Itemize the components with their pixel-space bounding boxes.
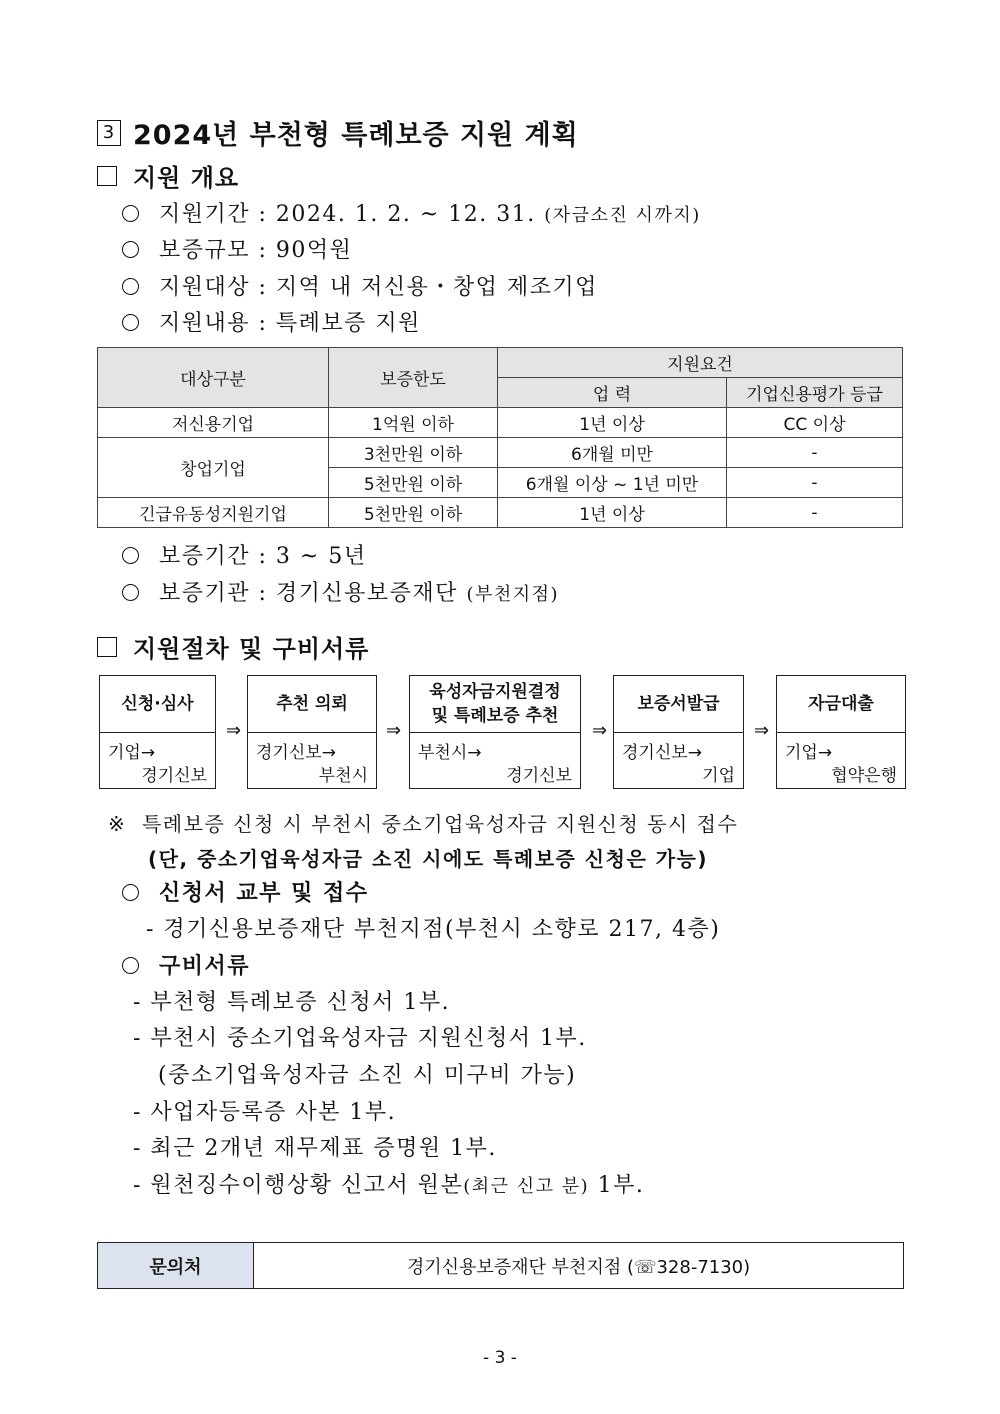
guarantee-period: 보증기간 : 3 ~ 5년 <box>122 539 367 570</box>
item-label: 지원내용 <box>159 311 251 336</box>
notice-line-1 <box>108 808 738 837</box>
item-label: 보증기관 <box>159 581 251 606</box>
item-value: 지역 내 저신용・창업 제조기업 <box>275 275 598 300</box>
flow-step-title: 신청·심사 <box>100 676 215 733</box>
page-number: - 3 - <box>483 1348 517 1368</box>
flow-step-from: 경기신보→ <box>622 743 702 763</box>
cell-limit: 5천만원 이하 <box>329 498 498 528</box>
cell-type: 창업기업 <box>98 438 329 498</box>
cell-grade: - <box>727 438 903 468</box>
header-limit: 보증한도 <box>329 348 498 408</box>
checkbox-square-icon <box>97 166 117 186</box>
document-item: - 사업자등록증 사본 1부. <box>133 1100 397 1125</box>
cell-period: 6개월 이상 ~ 1년 미만 <box>498 468 727 498</box>
circle-bullet-icon <box>122 278 139 295</box>
flow-step-issuance <box>613 675 744 789</box>
table-row <box>98 408 903 438</box>
flow-step-title: 보증서발급 <box>614 676 743 733</box>
overview-heading <box>97 158 239 193</box>
overview-item: 지원내용 : 특례보증 지원 <box>122 306 421 337</box>
flow-step-title: 추천 의뢰 <box>248 676 376 733</box>
circle-bullet-icon <box>122 584 139 601</box>
item-value: 특례보증 지원 <box>275 311 421 336</box>
documents-heading-text: 구비서류 <box>159 954 251 979</box>
application-place: - 경기신용보증재단 부천지점(부천시 소향로 217, 4층) <box>146 917 721 942</box>
double-arrow-icon: ⇒ <box>386 720 402 741</box>
circle-bullet-icon <box>122 314 139 331</box>
header-target: 대상구분 <box>98 348 329 408</box>
notice-text: 특례보증 신청 시 부천시 중소기업육성자금 지원신청 동시 접수 <box>141 812 739 836</box>
application-heading <box>122 876 369 907</box>
document-item-suffix: 1부. <box>589 1173 645 1198</box>
table-row <box>98 438 903 468</box>
header-grade: 기업신용평가 등급 <box>727 378 903 408</box>
procedure-heading <box>97 629 369 664</box>
flow-step-from: 부천시→ <box>418 743 482 763</box>
item-label: 보증규모 <box>159 238 251 263</box>
cell-period: 1년 이상 <box>498 408 727 438</box>
cell-period: 6개월 미만 <box>498 438 727 468</box>
flow-step-application <box>99 675 216 789</box>
circle-bullet-icon <box>122 205 139 222</box>
section-title-text: 2024년 부천형 특례보증 지원 계획 <box>133 120 579 151</box>
item-value: 3 ~ 5년 <box>275 544 367 569</box>
header-requirements: 지원요건 <box>498 348 903 378</box>
flow-step-title-line: 육성자금지원결정 <box>429 682 561 702</box>
section-title <box>97 113 579 152</box>
flow-step-from: 기업→ <box>108 743 156 763</box>
checkbox-square-icon <box>97 637 117 657</box>
document-item-note: (중소기업육성자금 소진 시 미구비 가능) <box>158 1063 577 1088</box>
item-label: 보증기간 <box>159 544 251 569</box>
item-note: (부천지점) <box>466 584 560 605</box>
item-value: 경기신용보증재단 <box>275 581 458 606</box>
document-item-text: - 원천징수이행상황 신고서 원본 <box>133 1173 464 1198</box>
document-item: - 최근 2개년 재무제표 증명원 1부. <box>133 1136 497 1161</box>
reference-mark-icon: ※ <box>108 812 127 836</box>
flow-step-loan <box>776 675 906 789</box>
cell-grade: - <box>727 498 903 528</box>
flow-step-title <box>410 676 580 733</box>
application-heading-text: 신청서 교부 및 접수 <box>159 881 369 906</box>
procedure-heading-text: 지원절차 및 구비서류 <box>133 635 370 663</box>
contact-label: 문의처 <box>98 1243 254 1288</box>
circle-bullet-icon <box>122 547 139 564</box>
double-arrow-icon: ⇒ <box>226 720 242 741</box>
flow-step-to: 기업 <box>702 766 735 786</box>
cell-grade: - <box>727 468 903 498</box>
flow-step-to: 경기신보 <box>141 766 207 786</box>
item-value: 2024. 1. 2. ~ 12. 31. <box>275 202 536 227</box>
flow-step-decision <box>409 675 581 789</box>
item-note: (자금소진 시까지) <box>544 205 701 226</box>
cell-grade: CC 이상 <box>727 408 903 438</box>
section-number: 3 <box>97 120 121 146</box>
cell-limit: 3천만원 이하 <box>329 438 498 468</box>
cell-limit: 5천만원 이하 <box>329 468 498 498</box>
flow-step-title: 자금대출 <box>777 676 905 733</box>
cell-limit: 1억원 이하 <box>329 408 498 438</box>
overview-item: 지원대상 : 지역 내 저신용・창업 제조기업 <box>122 270 598 301</box>
requirements-table <box>97 347 903 528</box>
flow-step-recommendation <box>247 675 377 789</box>
documents-heading <box>122 949 250 980</box>
overview-heading-text: 지원 개요 <box>133 164 240 192</box>
flow-step-to: 경기신보 <box>506 766 572 786</box>
contact-box <box>97 1242 904 1289</box>
document-item <box>133 1168 644 1199</box>
flow-step-title-line: 및 특례보증 추천 <box>431 706 559 726</box>
circle-bullet-icon <box>122 884 139 901</box>
cell-period: 1년 이상 <box>498 498 727 528</box>
overview-item: 지원기간 : 2024. 1. 2. ~ 12. 31. (자금소진 시까지) <box>122 197 701 228</box>
item-value: 90억원 <box>275 238 353 263</box>
overview-item: 보증규모 : 90억원 <box>122 233 352 264</box>
guarantee-agency: 보증기관 : 경기신용보증재단 (부천지점) <box>122 576 559 607</box>
cell-type: 긴급유동성지원기업 <box>98 498 329 528</box>
double-arrow-icon: ⇒ <box>754 720 770 741</box>
notice-line-2: (단, 중소기업육성자금 소진 시에도 특례보증 신청은 가능) <box>148 847 709 871</box>
circle-bullet-icon <box>122 957 139 974</box>
cell-type: 저신용기업 <box>98 408 329 438</box>
double-arrow-icon: ⇒ <box>592 720 608 741</box>
circle-bullet-icon <box>122 241 139 258</box>
contact-value: 경기신용보증재단 부천지점 (☏328-7130) <box>406 1256 751 1278</box>
document-item: - 부천시 중소기업육성자금 지원신청서 1부. <box>133 1026 587 1051</box>
flow-step-to: 부천시 <box>318 766 368 786</box>
flow-step-from: 기업→ <box>785 743 833 763</box>
item-label: 지원기간 <box>159 202 251 227</box>
flow-step-to: 협약은행 <box>831 766 897 786</box>
item-label: 지원대상 <box>159 275 251 300</box>
flow-step-from: 경기신보→ <box>256 743 336 763</box>
header-period: 업 력 <box>498 378 727 408</box>
document-item: - 부천형 특례보증 신청서 1부. <box>133 990 451 1015</box>
document-item-note: (최근 신고 분) <box>463 1176 590 1197</box>
table-row <box>98 498 903 528</box>
